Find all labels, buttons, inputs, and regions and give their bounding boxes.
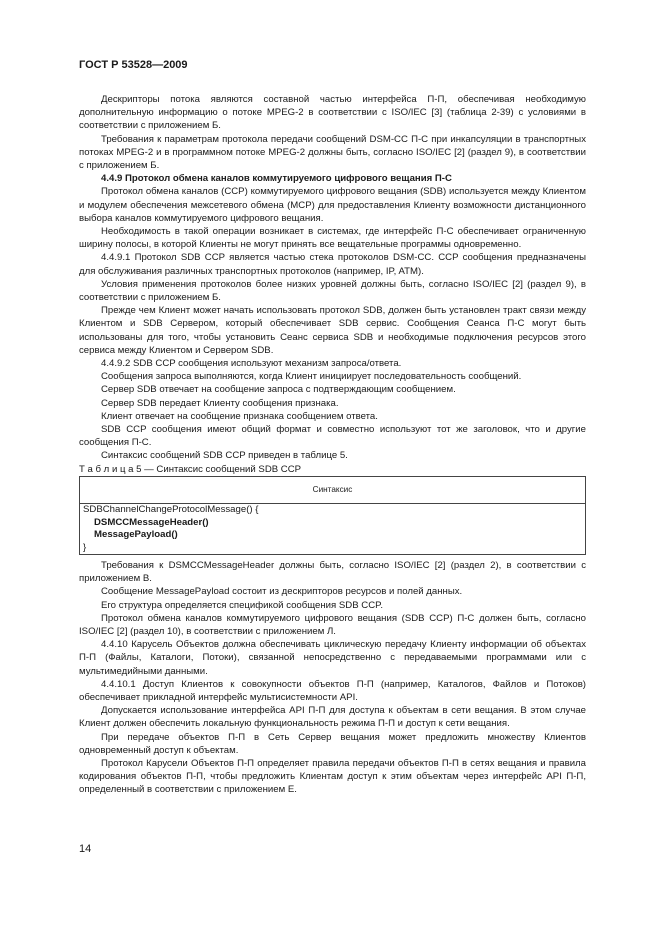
paragraph: Сообщения запроса выполняются, когда Клиент инициирует последовательность сообщений. [101,371,522,383]
paragraph: 4.4.10 Карусель Объектов должна обеспечивать циклическую передачу Клиенту информации об объектах П-П (Файлы, Каталоги, Потоки), связанной непосредственно с передаваемыми программами или с мультимедийными данными. [79,639,586,677]
table-caption-text: 5 — Синтаксис сообщений SDB CCP [136,463,302,475]
paragraph: Необходимость в такой операции возникает в системах, где интерфейс П-С обеспечивает ограниченную ширину полосы, в которой Клиенты не могут принять все вещательные программы одновременно. [79,226,586,251]
code-line: } [83,541,87,553]
syntax-table [79,476,586,555]
paragraph: Его структура определяется спецификой сообщения SDB CCP. [101,599,383,611]
paragraph: Дескрипторы потока являются составной частью интерфейса П-П, обеспечивая необходимую дополнительную информацию о потоке MPEG-2 в соответствии с ISO/IEC [3] (таблица 2-39) с условиями в соответствии с приложением Б. [79,94,586,132]
paragraph: Сервер SDB отвечает на сообщение запроса с подтверждающим сообщением. [101,384,456,396]
paragraph: SDB CCP сообщения имеют общий формат и совместно используют тот же заголовок, что и другие сообщения П-С. [79,424,586,449]
paragraph: Синтаксис сообщений SDB CCP приведен в таблице 5. [101,450,348,462]
paragraph: Прежде чем Клиент может начать использовать протокол SDB, должен быть установлен тракт связи между Клиентом и SDB Сервером, который обеспечивает SDB сервис. Сообщения Сеанса П-С могут быть использованы для того, чтобы установить Сеанс сервиса SDB и необходимые подключения ресурсов этого сервиса между Клиентом и Сервером SDB. [79,305,586,356]
page-number: 14 [79,843,92,855]
paragraph: Протокол обмена каналов (CCP) коммутируемого цифрового вещания (SDB) используется между Клиентом и модулем обеспечения межсетевого обмена (MCP) для предоставления Клиенту возможности дистанционного выбора каналов коммутируемого цифрового вещания. [79,186,586,224]
paragraph: Требования к DSMCCMessageHeader должны быть, согласно ISO/IEC [2] (раздел 2), в соответствии с приложением В. [79,559,586,585]
paragraph: Допускается использование интерфейса API П-П для доступа к объектам в сети вещания. В этом случае Клиент должен обеспечить локальную функциональность режима П-П и доступ к сети вещания. [79,705,586,730]
paragraph: 4.4.9.1 Протокол SDB CCP является частью стека протоколов DSM-CC. CCP сообщения предназначены для обслуживания различных транспортных протоколов (например, IP, ATM). [79,252,586,277]
paragraph: 4.4.10.1 Доступ Клиентов к совокупности объектов П-П (например, Каталогов, Файлов и Потоков) обеспечивает прикладной интерфейс мультисистемности API. [79,678,586,703]
paragraph: 4.4.9.2 SDB CCP сообщения используют механизм запроса/ответа. [101,358,402,370]
paragraph: Сервер SDB передает Клиенту сообщения признака. [101,397,339,409]
code-line: SDBChannelChangeProtocolMessage() { [83,504,259,516]
code-line: MessagePayload() [94,529,178,541]
table-caption-label: Т а б л и ц а [79,463,134,475]
paragraph: Требования к параметрам протокола передачи сообщений DSM-CC П-С при инкапсуляции в транспортных потоках MPEG-2 и в программном потоке MPEG-2 должны быть, согласно ISO/IEC [2] (раздел 9), в соответствии с приложением Б. [79,133,586,172]
paragraph: При передаче объектов П-П в Сеть Сервер вещания может предложить множеству Клиентов одновременный доступ к объектам. [79,731,586,756]
table-header: Синтаксис [80,476,586,503]
table-caption [79,463,586,476]
code-line: DSMCCMessageHeader() [94,516,209,528]
paragraph: Сообщение MessagePayload состоит из дескрипторов ресурсов и полей данных. [101,586,463,598]
paragraph: Протокол Карусели Объектов П-П определяет правила передачи объектов П-П в сетях вещания и правила кодирования объектов П-П, чтобы предложить Клиентам доступ к этим объектам через интерфейс API П-П, определенный в соответствии с приложением Е. [79,757,586,796]
document-header: ГОСТ Р 53528—2009 [79,59,188,71]
paragraph: Условия применения протоколов более низких уровней должны быть, согласно ISO/IEC [2] (раздел 9), в соответствии с приложением Б. [79,278,586,304]
section-heading: 4.4.9 Протокол обмена каналов коммутируемого цифрового вещания П-С [101,173,452,185]
paragraph: Клиент отвечает на сообщение признака сообщением ответа. [101,410,378,422]
table-code-cell [80,504,586,555]
page-content [79,93,586,797]
paragraph: Протокол обмена каналов коммутируемого цифрового вещания (SDB CCP) П-С должен быть, согласно ISO/IEC [2] (раздел 10), в соответствии с приложением Л. [79,612,586,637]
